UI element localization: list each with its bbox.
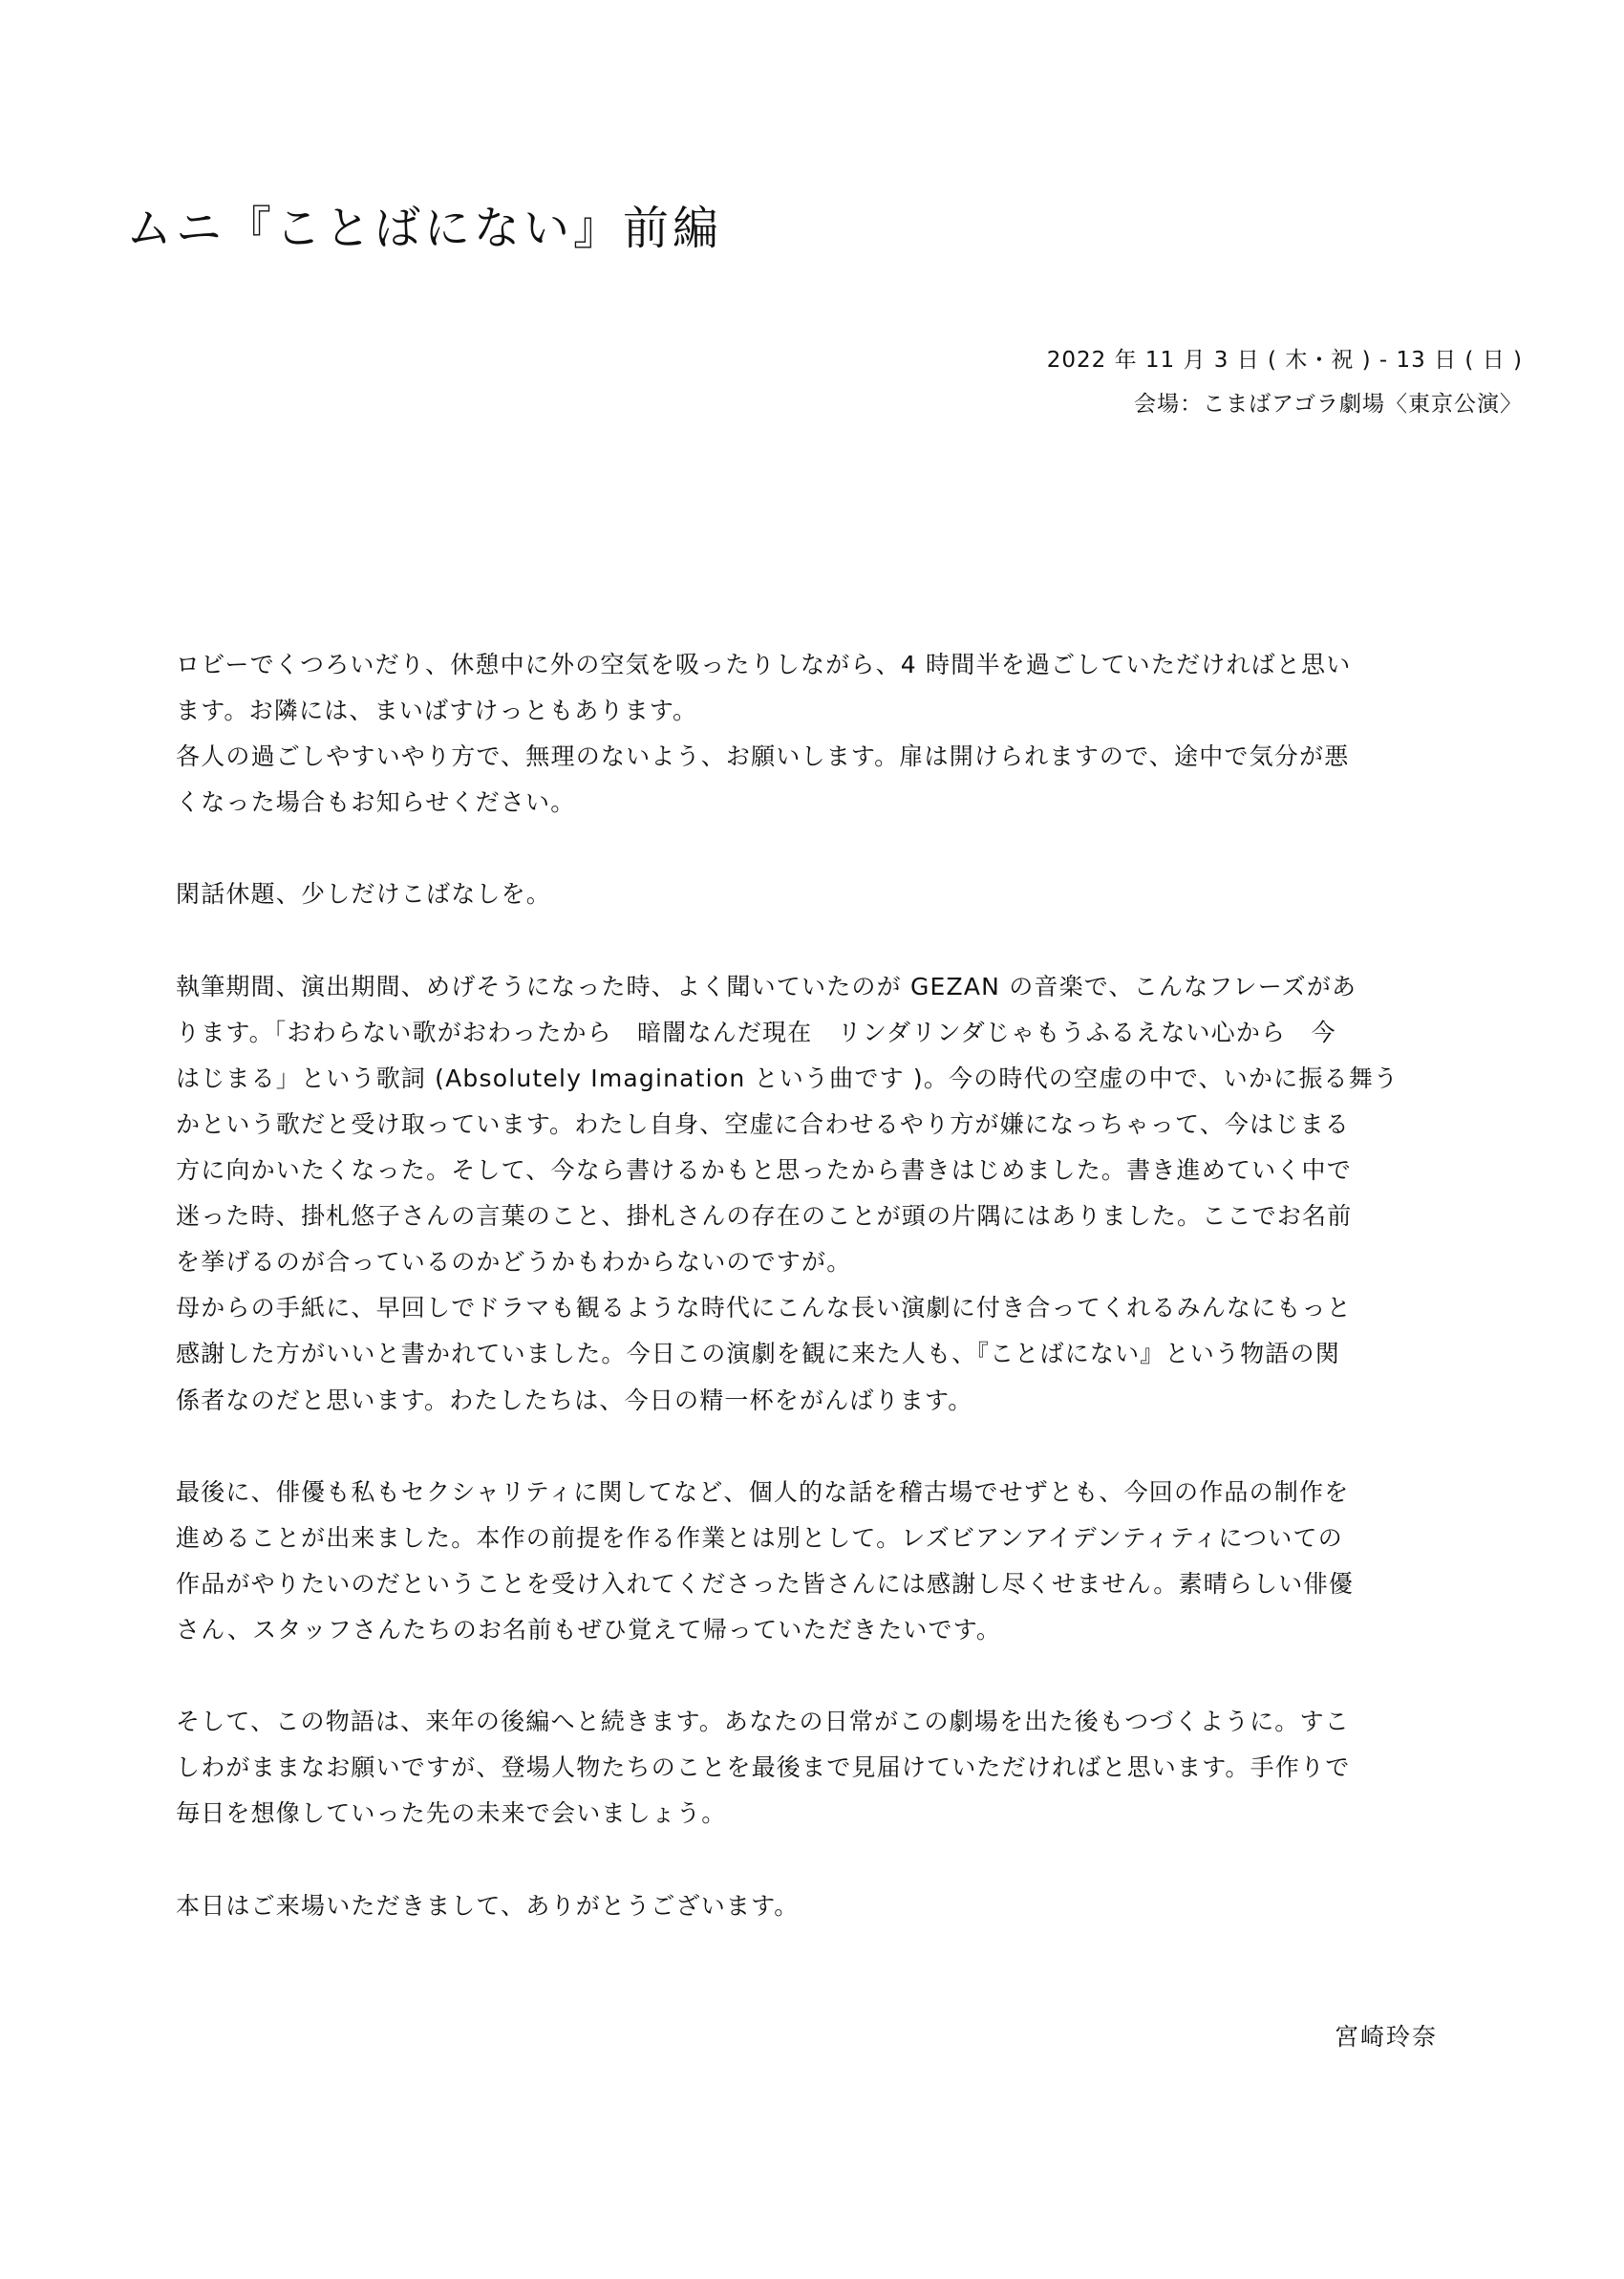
text-line: 最後に、俳優も私もセクシャリティに関してなど、個人的な話を稽古場でせずとも、今回の作品の制作を [176,1477,1350,1506]
paragraph-writing [176,964,1452,1424]
text-line: さん、スタッフさんたちのお名前もぜひ覚えて帰っていただきたいです。 [176,1615,1002,1644]
page-title: ムニ『ことばにない』前編 [126,202,723,255]
author-signature: 宮崎玲奈 [1334,2023,1438,2051]
text-line: ロビーでくつろいだり、休憩中に外の空気を吸ったりしながら、4 時間半を過ごしていただければと思い [176,651,1352,678]
paragraph-aside [176,871,1452,917]
text-line: 感謝した方がいいと書かれていました。今日この演劇を観に来た人も、『ことばにない』という物語の関 [176,1340,1340,1368]
text-line: はじまる」という歌詞 (Absolutely Imagination という曲です )。今の時代の空虚の中で、いかに振る舞う [176,1064,1400,1092]
paragraph-intro [176,642,1452,826]
event-venue: 会場：こまばアゴラ劇場〈東京公演〉 [1134,392,1523,417]
text-line: 閑話休題、少しだけこばなしを。 [176,880,552,909]
text-line: 係者なのだと思います。わたしたちは、今日の精一杯をがんばります。 [176,1386,973,1414]
text-line: ます。お隣には、まいばすけっともあります。 [176,697,698,725]
text-line: 各人の過ごしやすいやり方で、無理のないよう、お願いします。扉は開けられますので、途中で気分が悪 [176,742,1350,771]
event-dates: 2022 年 11 月 3 日 ( 木・祝 ) - 13 日 ( 日 ) [1046,348,1523,373]
text-line: 執筆期間、演出期間、めげそうになった時、よく聞いていたのが GEZAN の音楽で、こんなフレーズがあ [176,972,1357,1000]
text-line: 毎日を想像していった先の未来で会いましょう。 [176,1799,727,1828]
text-line: しわがままなお願いですが、登場人物たちのことを最後まで見届けていただければと思います。手作りで [176,1753,1351,1782]
text-line: くなった場合もお知らせください。 [176,788,576,817]
text-line: を挙げるのが合っているのかどうかもわからないのですが。 [176,1248,852,1277]
text-line: 進めることが出来ました。本作の前提を作る作業とは別として。レズビアンアイデンティティについての [176,1523,1343,1552]
text-line: 方に向かいたくなった。そして、今なら書けるかもと思ったから書きはじめました。書き進めていく中で [176,1156,1352,1185]
text-line: 本日はご来場いただきまして、ありがとうございます。 [176,1891,800,1920]
event-info [1047,338,1523,426]
text-line: かという歌だと受け取っています。わたし自身、空虚に合わせるやり方が嫌になっちゃって、今はじまる [176,1109,1350,1138]
text-line: 作品がやりたいのだということを受け入れてくださった皆さんには感謝し尽くせません。素晴らしい俳優 [176,1569,1354,1598]
text-line: 母からの手紙に、早回しでドラマも観るような時代にこんな長い演劇に付き合ってくれるみんなにもっと [176,1294,1352,1322]
paragraph-sequel [176,1699,1452,1837]
text-line: ります。「おわらない歌がおわったから 暗闇なんだ現在 リンダリンダじゃもうふるえない心から 今 [176,1018,1336,1046]
paragraph-thanks [176,1470,1452,1653]
text-line: そして、この物語は、来年の後編へと続きます。あなたの日常がこの劇場を出た後もつづくように。すこ [176,1708,1350,1736]
paragraph-closing [176,1883,1452,1929]
body-text [176,642,1452,1975]
text-line: 迷った時、掛札悠子さんの言葉のこと、掛札さんの存在のことが頭の片隅にはありました。ここでお名前 [176,1202,1353,1231]
